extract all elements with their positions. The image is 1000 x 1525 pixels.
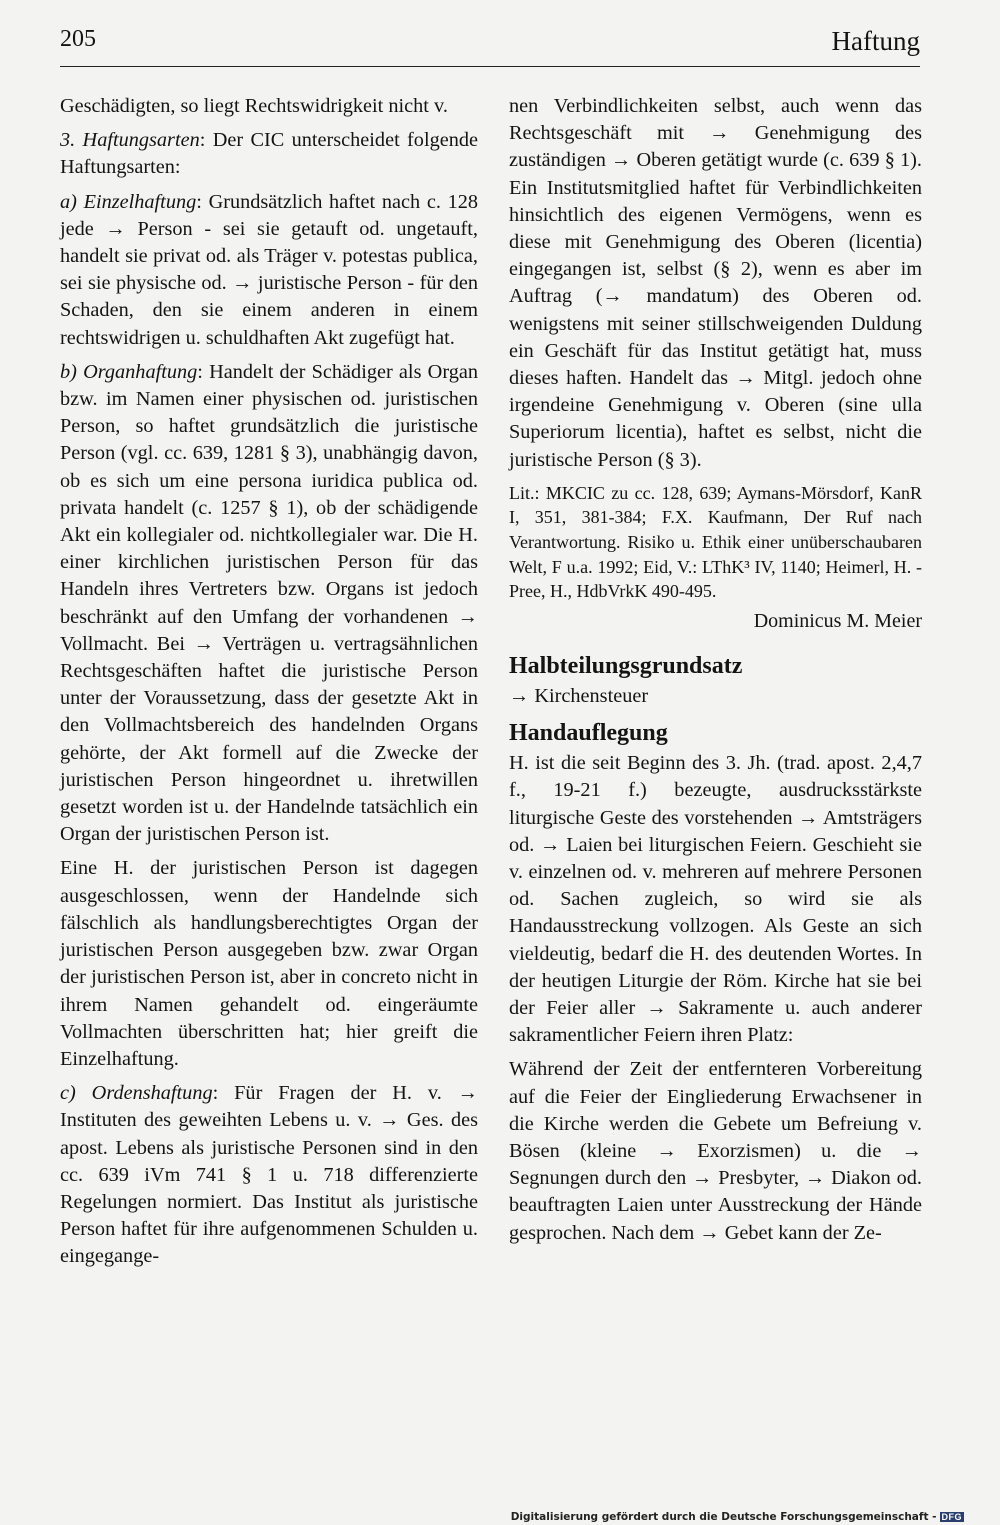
dfg-logo-icon: DFG bbox=[941, 1512, 962, 1522]
paragraph bbox=[60, 189, 478, 352]
footer bbox=[511, 1511, 964, 1523]
paragraph: Während der Zeit der entfernteren Vorbereitung auf die Feier der Eingliederung Erwachsener in die Kirche werden die Gebete um Befreiung v. Bösen (kleine → Exorzismen) u. die → Segnungen durch den → Presbyter, → Diakon od. beauftragten Laien unter Ausstreckung der Hände gesprochen. Nach dem → Gebet kann der Ze- bbox=[509, 1058, 922, 1244]
paragraph-text: Geschädigten, so liegt Rechtswidrigkeit nicht v. bbox=[60, 95, 448, 117]
right-column bbox=[509, 93, 922, 1247]
paragraph: nen Verbindlichkeiten selbst, auch wenn das Rechtsgeschäft mit → Genehmigung des zuständigen → Oberen getätigt wurde (c. 639 § 1). Ein Institutsmitglied haftet für Verbindlichkeiten hinsichtlich des eigenen Vermögens, wenn es diese mit Genehmigung des Oberen (licentia) eingegangen ist, selbst (§ 2), wenn es aber im Auftrag (→ mandatum) des Oberen od. wenigstens mit seiner stillschweigenden Duldung ein Geschäft für das Institut getätigt hat, muss dieses haften. Handelt das → Mitgl. jedoch ohne irgendeine Genehmigung v. Oberen (sine ulla Superiorum licentia), haftet es selbst, nicht die juristische Person (§ 3). bbox=[509, 95, 922, 471]
section-heading: b) Organhaftung bbox=[60, 360, 198, 383]
section-heading: c) Ordenshaftung bbox=[60, 1082, 213, 1105]
paragraph bbox=[60, 127, 478, 181]
paragraph bbox=[60, 359, 478, 849]
left-column bbox=[60, 93, 478, 1271]
literature-list: Lit.: MKCIC zu cc. 128, 639; Aymans-Mörsdorf, KanR I, 351, 381-384; F.X. Kaufmann, Der Ruf nach Verantwortung. Risiko u. Ethik einer unüberschaubaren Welt, F u.a. 1992; Eid, V.: LThK³ IV, 1140; Heimerl, H. - Pree, H., HdbVrkK 490-495. bbox=[509, 482, 922, 602]
section-heading: a) Einzelhaftung bbox=[60, 190, 197, 213]
paragraph bbox=[60, 855, 478, 1073]
paragraph bbox=[60, 1080, 478, 1270]
paragraph: H. ist die seit Beginn des 3. Jh. (trad. apost. 2,4,7 f., 19-21 f.) bezeugte, ausdrucksstärkste liturgische Geste des vorstehenden → Amtsträgers od. → Laien bei liturgischen Feiern. Geschieht sie v. einzelnen od. v. mehreren auf mehrere Personen od. Sachen zugleich, so wird sie als Handausstreckung vollzogen. Als Geste an sich vieldeutig, bedarf die H. des deutenden Wortes. In der heutigen Liturgie der Röm. Kirche hat sie bei der Feier aller → Sakramente u. auch anderer sakramentlicher Feiern ihren Platz: bbox=[509, 752, 922, 1047]
paragraph-text: : Der CIC unterscheidet folgende Haftungsarten: bbox=[60, 129, 478, 179]
paragraph-text: : Für Fragen der H. v. → Instituten des geweihten Lebens u. v. → Ges. des apost. Lebens als juristische Personen sind in den cc. 639 iVm 741 § 1 u. 718 differenzierte Regelungen normiert. Das Institut als juristische Person haftet für ihre aufgenommenen Schulden u. eingegange- bbox=[60, 1082, 478, 1268]
lemma-heading: Halbteilungsgrundsatz bbox=[509, 653, 743, 680]
running-head: Haftung bbox=[831, 26, 920, 56]
paragraph bbox=[60, 93, 478, 120]
cross-reference: → Kirchensteuer bbox=[509, 685, 649, 708]
paragraph-text: : Grundsätzlich haftet nach c. 128 jede → Person - sei sie getauft od. ungetauft, handelt sie privat od. als Träger v. potestas publica, sei sie physische od. → juristische Person - für den Schaden, den sie einem anderen in einem rechtswidrigen u. schuldhaften Akt zugefügt hat. bbox=[60, 190, 478, 349]
footer-text: Digitalisierung gefördert durch die Deutsche Forschungsgemeinschaft - bbox=[510, 1511, 937, 1523]
header-rule bbox=[60, 66, 920, 67]
lemma-heading: Handauflegung bbox=[509, 720, 668, 747]
author-signature: Dominicus M. Meier bbox=[753, 609, 922, 632]
paragraph-text: Eine H. der juristischen Person ist dagegen ausgeschlossen, wenn der Handelnde sich fälschlich als handlungsberechtigtes Organ der juristischen Person ausgegeben bzw. zwar Organ der juristischen Person ist, aber in concreto nicht in ihrem Namen gehandelt od. eingeräumte Vollmachten überschritten hat; hier greift die Einzelhaftung. bbox=[60, 857, 478, 1070]
section-heading: 3. Haftungsarten bbox=[60, 129, 200, 152]
paragraph-text: : Handelt der Schädiger als Organ bzw. im Namen einer physischen od. juristischen Person, so haftet grundsätzlich die juristische Person (vgl. cc. 639, 1281 § 3), unabhängig davon, ob es sich um eine persona iuridica publica od. privata handelt (c. 1257 § 1), ob der schädigende Akt ein kollegialer od. nichtkollegialer war. Die H. einer kirchlichen juristischen Person für das Handeln ihres Vertreters bzw. Organs ist jedoch beschränkt auf den Umfang der vorhandenen → Vollmacht. Bei → Verträgen u. vertragsähnlichen Rechtsgeschäften haftet die juristische Person unter der Voraussetzung, dass der gesetzte Akt in den Vollmachtsbereich des handelnden Organs gehörte, der Akt formell auf die Zwecke der juristischen Person hingeordnet u. ihretwillen gesetzt worden ist u. der Handelnde tatsächlich ein Organ der juristischen Person ist. bbox=[60, 360, 478, 846]
page-number: 205 bbox=[60, 26, 96, 52]
